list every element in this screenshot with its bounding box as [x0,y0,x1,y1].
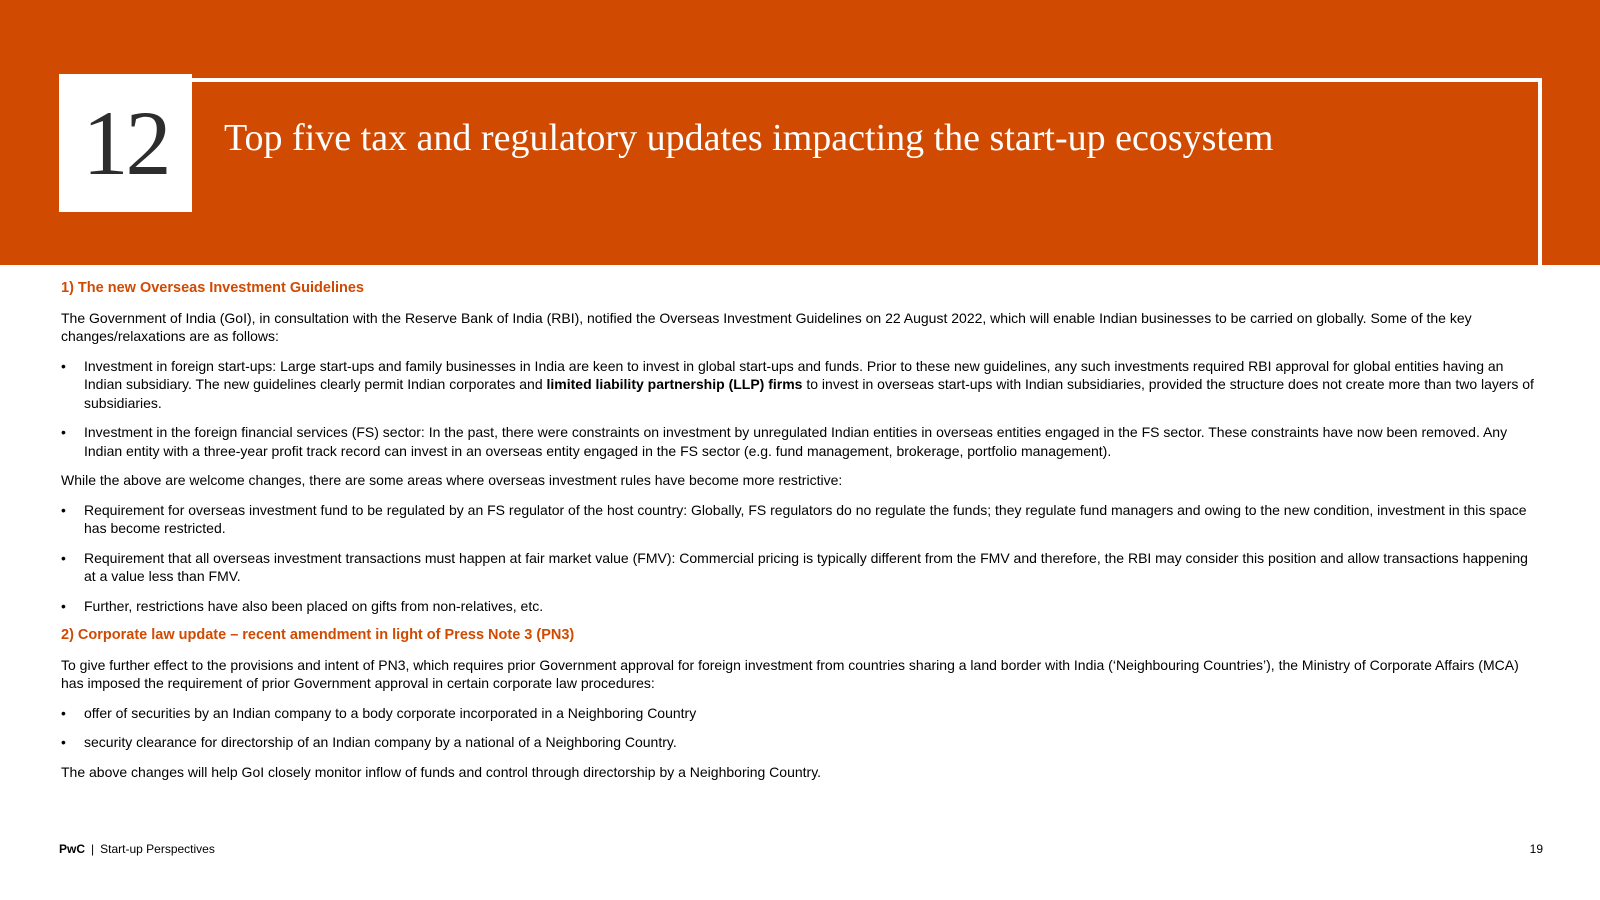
bullet-bold-text: limited liability partnership (LLP) firms [546,376,803,392]
main-content [61,279,1541,792]
list-item [61,357,1541,413]
section2-intro: To give further effect to the provisions and intent of PN3, which requires prior Government approval for foreign investment from countries sharing a land border with India (‘Neighbouring Countries’), the Ministry of Corporate Affairs (MCA) has imposed the requirement of prior Government approval in certain corporate law procedures: [61,656,1519,691]
footer-brand: PwC [59,842,86,856]
page-title: Top five tax and regulatory updates impacting the start-up ecosystem [224,117,1274,159]
footer-separator: | [91,842,95,856]
list-item: • Investment in the foreign financial services (FS) sector: In the past, there were constraints on investment by unregulated Indian entities in overseas entities engaged in the FS sector. These constraints have now been removed. Any Indian entity with a three-year profit track record can invest in an overseas entity engaged in the FS sector (e.g. fund management, brokerage, portfolio management). [61,423,1541,460]
chapter-number: 12 [82,92,169,194]
list-item: • Requirement for overseas investment fund to be regulated by an FS regulator of the host country: Globally, FS regulators do no regulate the funds; they regulate fund managers and owing to the new condition, investment in this space has become restricted. [61,501,1541,538]
footer-publication: Start-up Perspectives [100,842,215,856]
section1-transition: While the above are welcome changes, there are some areas where overseas investment rules have become more restrictive: [61,472,843,488]
bullet-text: Investment in foreign start-ups: Large start-ups and family businesses in India are keen to invest in global start-ups and funds. Prior to these new guidelines, any such investments required RBI approval for global entities having an Indian subsidiary. The new guidelines clearly permit Indian corporates and [84,357,1504,392]
list-item: • Requirement that all overseas investment transactions must happen at fair market value (FMV): Commercial pricing is typically different from the FMV and therefore, the RBI may consider this position and allow transactions happening at a value less than FMV. [61,549,1541,586]
section2-closing: The above changes will help GoI closely monitor inflow of funds and control through directorship by a Neighboring Country. [61,763,822,780]
page-number: 19 [1529,842,1543,856]
chapter-number-box [59,74,192,212]
list-item: • Further, restrictions have also been placed on gifts from non-relatives, etc. [61,597,1541,616]
section1-intro: The Government of India (GoI), in consultation with the Reserve Bank of India (RBI), notified the Overseas Investment Guidelines on 22 August 2022, which will enable Indian businesses to be carried on globally. Some of the key changes/relaxations are as follows: [61,309,1472,344]
header-frame [120,78,1542,278]
list-item: • security clearance for directorship of an Indian company by a national of a Neighboring Country. [61,733,1541,752]
footer [59,842,215,856]
section-heading-overseas-investment: 1) The new Overseas Investment Guidelines [61,280,364,296]
bullet-text: to invest in overseas start-ups with Indian subsidiaries, provided the structure does not create more than two layers of subsidiaries. [84,376,1534,411]
section-heading-corporate-law: 2) Corporate law update – recent amendment in light of Press Note 3 (PN3) [61,627,575,643]
list-item: • offer of securities by an Indian company to a body corporate incorporated in a Neighboring Country [61,704,1541,723]
